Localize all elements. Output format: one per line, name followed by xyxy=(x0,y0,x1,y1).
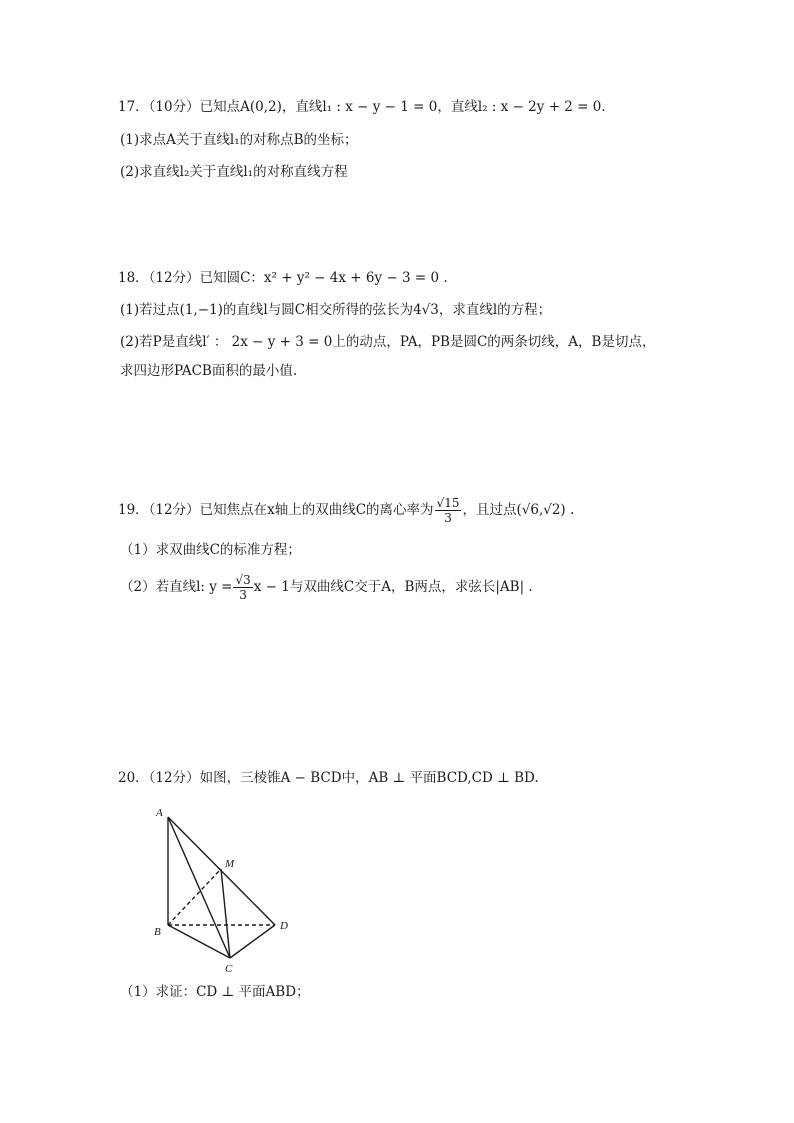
slope-numerator: √3 xyxy=(235,573,251,587)
q19-part2-post: x − 1与双曲线C交于A，B两点，求弦长|AB| . xyxy=(253,579,533,595)
label-A: A xyxy=(156,807,163,819)
q18-part2-cont: 求四边形PACB面积的最小值. xyxy=(120,363,298,379)
tetrahedron-figure xyxy=(150,800,300,980)
q19-part2-pre: （2）若直线l: y = xyxy=(120,579,233,595)
q19-stem-pre: 19．（12分）已知焦点在x轴上的双曲线C的离心率为 xyxy=(118,502,434,518)
ecc-denominator: 3 xyxy=(444,511,452,525)
label-B: B xyxy=(154,926,161,938)
q19-stem-post: ，且过点(√6,√2) . xyxy=(462,502,575,518)
q20-part1: （1）求证：CD ⊥ 平面ABD； xyxy=(120,984,310,1000)
edge-CD xyxy=(230,925,275,958)
edge-CM xyxy=(221,869,230,958)
q18-stem: 18．（12分）已知圆C：x² + y² − 4x + 6y − 3 = 0 . xyxy=(118,270,448,286)
q17-part2: (2)求直线l₂关于直线l₁的对称直线方程 xyxy=(120,164,348,180)
slope-fraction xyxy=(233,573,252,602)
q19-part1: （1）求双曲线C的标准方程； xyxy=(120,542,301,558)
q19-stem xyxy=(118,493,574,527)
label-M: M xyxy=(225,858,235,870)
q20-stem: 20．（12分）如图，三棱锥A − BCD中，AB ⊥ 平面BCD,CD ⊥ BD. xyxy=(118,770,539,786)
edge-AC xyxy=(168,817,230,958)
label-C: C xyxy=(225,963,233,975)
q17-part1: (1)求点A关于直线l₁的对称点B的坐标； xyxy=(120,132,358,148)
slope-denominator: 3 xyxy=(239,588,247,602)
q18-part2: (2)若P是直线l′ ： 2x − y + 3 = 0上的动点，PA，PB是圆C的两条切线，A，B是切点， xyxy=(120,334,656,350)
q17-stem: 17．（10分）已知点A(0,2)，直线l₁ : x − y − 1 = 0，直线l₂ : x − 2y + 2 = 0. xyxy=(118,99,606,115)
q18-part1: (1)若过点(1,−1)的直线l与圆C相交所得的弦长为4√3，求直线l的方程； xyxy=(120,302,552,318)
q19-part2 xyxy=(120,570,533,604)
ecc-numerator: √15 xyxy=(436,496,460,510)
edge-BC xyxy=(168,925,230,958)
label-D: D xyxy=(280,920,288,932)
eccentricity-fraction xyxy=(435,496,462,525)
